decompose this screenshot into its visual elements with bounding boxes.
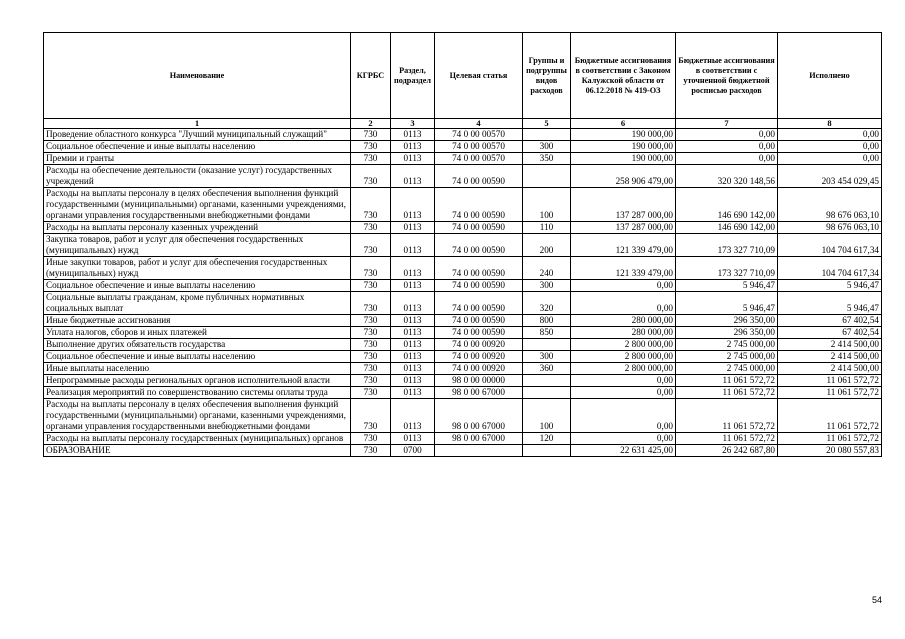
row-expense-group: 100 xyxy=(523,399,571,433)
header-name: Наименование xyxy=(44,33,351,119)
row-section: 0113 xyxy=(391,141,435,153)
row-kgrbs: 730 xyxy=(351,399,391,433)
table-row xyxy=(44,315,882,327)
row-kgrbs: 730 xyxy=(351,165,391,188)
row-executed-amount: 5 946,47 xyxy=(778,292,882,315)
row-name: Расходы на выплаты персоналу казенных учреждений xyxy=(44,222,351,234)
row-target-article: 98 0 00 67000 xyxy=(435,433,523,445)
row-name: Социальное обеспечение и иные выплаты населению xyxy=(44,280,351,292)
row-executed-amount: 104 704 617,34 xyxy=(778,257,882,280)
row-target-article: 74 0 00 00920 xyxy=(435,339,523,351)
row-name: Иные выплаты населению xyxy=(44,363,351,375)
row-name: Выполнение других обязательств государства xyxy=(44,339,351,351)
row-law-amount: 190 000,00 xyxy=(571,141,676,153)
table-row xyxy=(44,141,882,153)
row-executed-amount: 0,00 xyxy=(778,129,882,141)
row-name: Закупка товаров, работ и услуг для обеспечения государственных (муниципальных) нужд xyxy=(44,234,351,257)
row-section: 0113 xyxy=(391,351,435,363)
row-law-amount: 190 000,00 xyxy=(571,153,676,165)
col-number: 2 xyxy=(351,119,391,129)
row-target-article: 74 0 00 00590 xyxy=(435,188,523,222)
row-expense-group: 320 xyxy=(523,292,571,315)
row-section: 0113 xyxy=(391,433,435,445)
row-name: Проведение областного конкурса "Лучший муниципальный служащий" xyxy=(44,129,351,141)
row-name: Непрограммные расходы региональных органов исполнительной власти xyxy=(44,375,351,387)
header-refined: Бюджетные ассигнования в соответствии с уточненной бюджетной росписью расходов xyxy=(676,33,778,119)
row-refined-amount: 5 946,47 xyxy=(676,280,778,292)
row-section: 0113 xyxy=(391,234,435,257)
table-row xyxy=(44,445,882,457)
table-row xyxy=(44,280,882,292)
row-name: Расходы на выплаты персоналу государственных (муниципальных) органов xyxy=(44,433,351,445)
row-name: Социальные выплаты гражданам, кроме публичных нормативных социальных выплат xyxy=(44,292,351,315)
row-refined-amount: 2 745 000,00 xyxy=(676,351,778,363)
row-law-amount: 2 800 000,00 xyxy=(571,363,676,375)
table-row xyxy=(44,399,882,433)
row-kgrbs: 730 xyxy=(351,363,391,375)
row-refined-amount: 26 242 687,80 xyxy=(676,445,778,457)
row-kgrbs: 730 xyxy=(351,433,391,445)
row-law-amount: 2 800 000,00 xyxy=(571,351,676,363)
row-section: 0113 xyxy=(391,363,435,375)
row-kgrbs: 730 xyxy=(351,280,391,292)
row-executed-amount: 0,00 xyxy=(778,141,882,153)
row-section: 0113 xyxy=(391,257,435,280)
row-expense-group: 100 xyxy=(523,188,571,222)
table-row xyxy=(44,188,882,222)
row-law-amount: 0,00 xyxy=(571,433,676,445)
header-target: Целевая статья xyxy=(435,33,523,119)
column-number-row xyxy=(44,119,882,129)
table-row xyxy=(44,153,882,165)
table-row xyxy=(44,433,882,445)
row-refined-amount: 296 350,00 xyxy=(676,327,778,339)
row-target-article: 74 0 00 00590 xyxy=(435,315,523,327)
table-row xyxy=(44,387,882,399)
row-law-amount: 280 000,00 xyxy=(571,327,676,339)
header-groups: Группы и подгруппы видов расходов xyxy=(523,33,571,119)
row-law-amount: 22 631 425,00 xyxy=(571,445,676,457)
row-kgrbs: 730 xyxy=(351,141,391,153)
row-expense-group: 200 xyxy=(523,234,571,257)
row-kgrbs: 730 xyxy=(351,327,391,339)
row-law-amount: 121 339 479,00 xyxy=(571,257,676,280)
row-kgrbs: 730 xyxy=(351,129,391,141)
row-section: 0113 xyxy=(391,153,435,165)
row-section: 0113 xyxy=(391,280,435,292)
table-row xyxy=(44,339,882,351)
row-refined-amount: 11 061 572,72 xyxy=(676,433,778,445)
row-expense-group: 240 xyxy=(523,257,571,280)
row-target-article: 74 0 00 00590 xyxy=(435,257,523,280)
row-expense-group: 120 xyxy=(523,433,571,445)
row-executed-amount: 98 676 063,10 xyxy=(778,188,882,222)
row-executed-amount: 98 676 063,10 xyxy=(778,222,882,234)
row-kgrbs: 730 xyxy=(351,351,391,363)
table-row xyxy=(44,351,882,363)
row-kgrbs: 730 xyxy=(351,188,391,222)
row-name: Социальное обеспечение и иные выплаты населению xyxy=(44,351,351,363)
row-name: ОБРАЗОВАНИЕ xyxy=(44,445,351,457)
row-target-article: 74 0 00 00920 xyxy=(435,351,523,363)
row-name: Расходы на выплаты персоналу в целях обеспечения выполнения функций государственными (муниципальными) органами, казенными учреждениями, органами управления государственными внебюджетными фондами xyxy=(44,399,351,433)
row-expense-group xyxy=(523,129,571,141)
row-expense-group: 800 xyxy=(523,315,571,327)
row-kgrbs: 730 xyxy=(351,375,391,387)
row-refined-amount: 296 350,00 xyxy=(676,315,778,327)
row-law-amount: 2 800 000,00 xyxy=(571,339,676,351)
row-target-article: 98 0 00 67000 xyxy=(435,387,523,399)
row-executed-amount: 20 080 557,83 xyxy=(778,445,882,457)
col-number: 8 xyxy=(778,119,882,129)
col-number: 6 xyxy=(571,119,676,129)
row-kgrbs: 730 xyxy=(351,292,391,315)
row-refined-amount: 173 327 710,09 xyxy=(676,257,778,280)
row-expense-group: 850 xyxy=(523,327,571,339)
row-law-amount: 0,00 xyxy=(571,280,676,292)
row-section: 0113 xyxy=(391,387,435,399)
row-name: Расходы на обеспечение деятельности (оказание услуг) государственных учреждений xyxy=(44,165,351,188)
row-refined-amount: 173 327 710,09 xyxy=(676,234,778,257)
row-expense-group xyxy=(523,387,571,399)
row-expense-group: 360 xyxy=(523,363,571,375)
row-refined-amount: 11 061 572,72 xyxy=(676,375,778,387)
row-section: 0113 xyxy=(391,188,435,222)
row-section: 0113 xyxy=(391,165,435,188)
row-target-article xyxy=(435,445,523,457)
row-refined-amount: 11 061 572,72 xyxy=(676,399,778,433)
header-executed: Исполнено xyxy=(778,33,882,119)
row-target-article: 74 0 00 00570 xyxy=(435,141,523,153)
table-body xyxy=(44,129,882,457)
table-row xyxy=(44,327,882,339)
col-number: 7 xyxy=(676,119,778,129)
row-name: Социальное обеспечение и иные выплаты населению xyxy=(44,141,351,153)
row-refined-amount: 146 690 142,00 xyxy=(676,222,778,234)
row-law-amount: 0,00 xyxy=(571,387,676,399)
row-expense-group: 350 xyxy=(523,153,571,165)
row-expense-group: 300 xyxy=(523,141,571,153)
row-target-article: 74 0 00 00590 xyxy=(435,165,523,188)
row-kgrbs: 730 xyxy=(351,257,391,280)
page-number: 54 xyxy=(872,595,883,605)
row-kgrbs: 730 xyxy=(351,387,391,399)
row-section: 0113 xyxy=(391,339,435,351)
row-section: 0113 xyxy=(391,129,435,141)
row-kgrbs: 730 xyxy=(351,315,391,327)
row-executed-amount: 2 414 500,00 xyxy=(778,363,882,375)
row-law-amount: 137 287 000,00 xyxy=(571,188,676,222)
row-name: Иные бюджетные ассигнования xyxy=(44,315,351,327)
row-law-amount: 258 906 479,00 xyxy=(571,165,676,188)
row-expense-group xyxy=(523,445,571,457)
row-refined-amount: 320 320 148,56 xyxy=(676,165,778,188)
row-refined-amount: 0,00 xyxy=(676,153,778,165)
col-number: 5 xyxy=(523,119,571,129)
row-target-article: 74 0 00 00590 xyxy=(435,292,523,315)
row-law-amount: 137 287 000,00 xyxy=(571,222,676,234)
row-kgrbs: 730 xyxy=(351,339,391,351)
row-executed-amount: 0,00 xyxy=(778,153,882,165)
row-law-amount: 0,00 xyxy=(571,399,676,433)
row-expense-group xyxy=(523,375,571,387)
table-row xyxy=(44,222,882,234)
row-section: 0113 xyxy=(391,375,435,387)
table-row xyxy=(44,375,882,387)
row-law-amount: 0,00 xyxy=(571,292,676,315)
row-expense-group: 300 xyxy=(523,351,571,363)
header-law: Бюджетные ассигнования в соответствии с Законом Калужской области от 06.12.2018 № 419-ОЗ xyxy=(571,33,676,119)
row-section: 0113 xyxy=(391,327,435,339)
row-name: Иные закупки товаров, работ и услуг для обеспечения государственных (муниципальных) нужд xyxy=(44,257,351,280)
row-expense-group xyxy=(523,165,571,188)
row-kgrbs: 730 xyxy=(351,234,391,257)
row-name: Премии и гранты xyxy=(44,153,351,165)
col-number: 3 xyxy=(391,119,435,129)
header-kgrbs: КГРБС xyxy=(351,33,391,119)
row-refined-amount: 146 690 142,00 xyxy=(676,188,778,222)
col-number: 1 xyxy=(44,119,351,129)
row-name: Реализация мероприятий по совершенствованию системы оплаты труда xyxy=(44,387,351,399)
row-target-article: 98 0 00 00000 xyxy=(435,375,523,387)
row-target-article: 74 0 00 00590 xyxy=(435,222,523,234)
row-target-article: 74 0 00 00920 xyxy=(435,363,523,375)
budget-report-page xyxy=(43,32,881,457)
row-executed-amount: 11 061 572,72 xyxy=(778,399,882,433)
row-refined-amount: 11 061 572,72 xyxy=(676,387,778,399)
budget-table xyxy=(43,32,882,457)
row-section: 0700 xyxy=(391,445,435,457)
row-section: 0113 xyxy=(391,315,435,327)
row-executed-amount: 2 414 500,00 xyxy=(778,339,882,351)
row-target-article: 74 0 00 00570 xyxy=(435,153,523,165)
header-row xyxy=(44,33,882,119)
row-name: Уплата налогов, сборов и иных платежей xyxy=(44,327,351,339)
row-expense-group: 300 xyxy=(523,280,571,292)
row-target-article: 74 0 00 00590 xyxy=(435,280,523,292)
row-executed-amount: 2 414 500,00 xyxy=(778,351,882,363)
row-target-article: 74 0 00 00590 xyxy=(435,234,523,257)
row-refined-amount: 2 745 000,00 xyxy=(676,339,778,351)
row-law-amount: 0,00 xyxy=(571,375,676,387)
row-law-amount: 280 000,00 xyxy=(571,315,676,327)
table-row xyxy=(44,292,882,315)
row-target-article: 98 0 00 67000 xyxy=(435,399,523,433)
row-section: 0113 xyxy=(391,399,435,433)
table-row xyxy=(44,257,882,280)
row-law-amount: 121 339 479,00 xyxy=(571,234,676,257)
header-section: Раздел, подраздел xyxy=(391,33,435,119)
row-target-article: 74 0 00 00590 xyxy=(435,327,523,339)
row-section: 0113 xyxy=(391,222,435,234)
row-executed-amount: 11 061 572,72 xyxy=(778,387,882,399)
row-kgrbs: 730 xyxy=(351,222,391,234)
row-name: Расходы на выплаты персоналу в целях обеспечения выполнения функций государственными (муниципальными) органами, казенными учреждениями, органами управления государственными внебюджетными фондами xyxy=(44,188,351,222)
row-executed-amount: 67 402,54 xyxy=(778,315,882,327)
col-number: 4 xyxy=(435,119,523,129)
row-executed-amount: 104 704 617,34 xyxy=(778,234,882,257)
table-row xyxy=(44,165,882,188)
row-executed-amount: 67 402,54 xyxy=(778,327,882,339)
table-row xyxy=(44,363,882,375)
table-row xyxy=(44,234,882,257)
row-refined-amount: 0,00 xyxy=(676,141,778,153)
row-law-amount: 190 000,00 xyxy=(571,129,676,141)
row-kgrbs: 730 xyxy=(351,445,391,457)
table-row xyxy=(44,129,882,141)
row-target-article: 74 0 00 00570 xyxy=(435,129,523,141)
row-executed-amount: 11 061 572,72 xyxy=(778,375,882,387)
row-kgrbs: 730 xyxy=(351,153,391,165)
row-refined-amount: 0,00 xyxy=(676,129,778,141)
row-refined-amount: 2 745 000,00 xyxy=(676,363,778,375)
row-refined-amount: 5 946,47 xyxy=(676,292,778,315)
row-expense-group: 110 xyxy=(523,222,571,234)
row-expense-group xyxy=(523,339,571,351)
row-executed-amount: 5 946,47 xyxy=(778,280,882,292)
row-section: 0113 xyxy=(391,292,435,315)
row-executed-amount: 203 454 029,45 xyxy=(778,165,882,188)
row-executed-amount: 11 061 572,72 xyxy=(778,433,882,445)
